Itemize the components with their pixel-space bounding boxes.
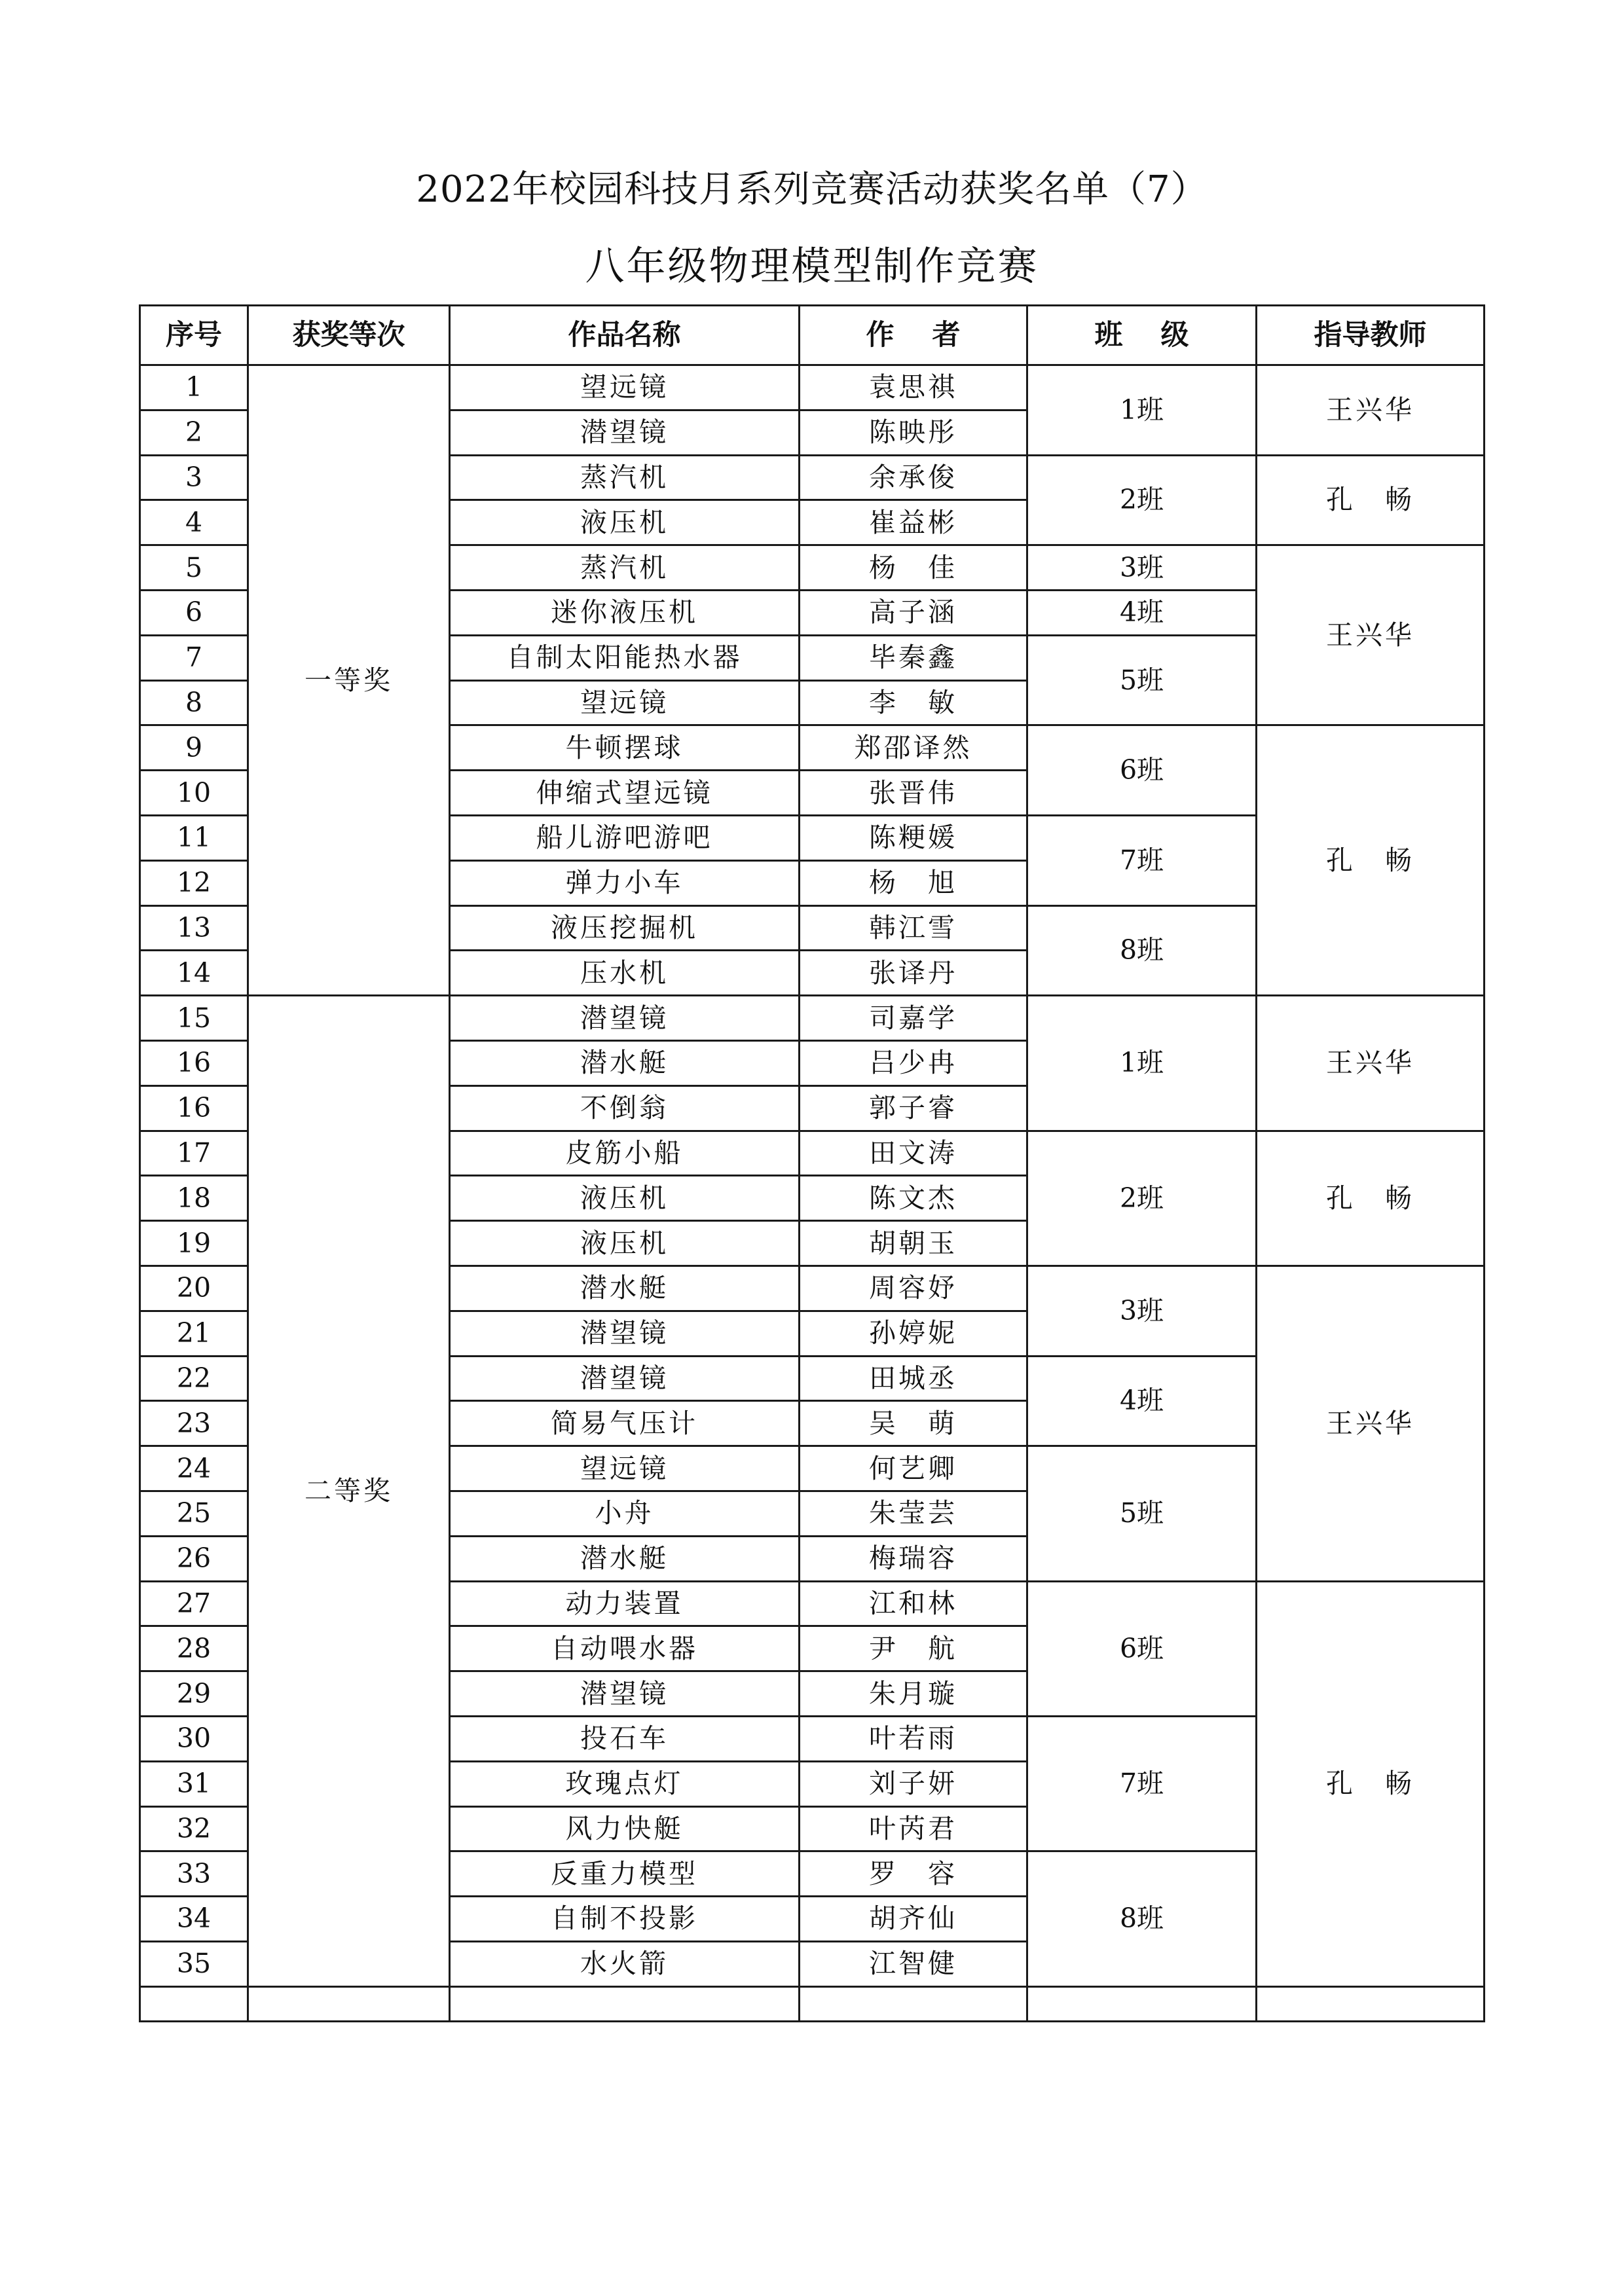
row-no: 6 — [140, 590, 248, 635]
work-name: 潜水艇 — [450, 1536, 800, 1581]
empty-cell — [140, 1986, 248, 2021]
row-no: 1 — [140, 365, 248, 410]
award-level-first: 一等奖 — [248, 365, 450, 996]
work-name: 动力装置 — [450, 1581, 800, 1626]
author-name: 张晋伟 — [800, 771, 1027, 816]
teacher-cell: 孔 畅 — [1257, 1131, 1485, 1266]
author-name: 陈粳媛 — [800, 815, 1027, 860]
work-name: 望远镜 — [450, 680, 800, 725]
award-table — [139, 304, 1485, 2022]
author-name: 罗 容 — [800, 1851, 1027, 1897]
work-name: 皮筋小船 — [450, 1131, 800, 1176]
author-name: 何艺卿 — [800, 1446, 1027, 1491]
row-no: 3 — [140, 455, 248, 500]
author-name: 陈映彤 — [800, 410, 1027, 455]
row-no: 23 — [140, 1401, 248, 1446]
row-no: 27 — [140, 1581, 248, 1626]
work-name: 简易气压计 — [450, 1401, 800, 1446]
empty-cell — [800, 1986, 1027, 2021]
header-teacher: 指导教师 — [1257, 306, 1485, 365]
author-name: 周容妤 — [800, 1266, 1027, 1311]
empty-row — [140, 1986, 1485, 2021]
author-name: 刘子妍 — [800, 1761, 1027, 1806]
row-no: 22 — [140, 1356, 248, 1401]
header-work: 作品名称 — [450, 306, 800, 365]
work-name: 不倒翁 — [450, 1085, 800, 1131]
author-name: 郭子睿 — [800, 1085, 1027, 1131]
author-name: 袁思祺 — [800, 365, 1027, 410]
work-name: 潜望镜 — [450, 1356, 800, 1401]
class-cell: 5班 — [1027, 635, 1257, 725]
class-cell: 2班 — [1027, 1131, 1257, 1266]
work-name: 小舟 — [450, 1491, 800, 1536]
author-name: 朱莹芸 — [800, 1491, 1027, 1536]
table-row — [140, 365, 1485, 410]
row-no: 21 — [140, 1311, 248, 1356]
teacher-cell: 王兴华 — [1257, 1266, 1485, 1581]
class-cell: 1班 — [1027, 996, 1257, 1131]
author-name: 司嘉学 — [800, 996, 1027, 1041]
row-no: 8 — [140, 680, 248, 725]
work-name: 玫瑰点灯 — [450, 1761, 800, 1806]
work-name: 液压机 — [450, 500, 800, 545]
work-name: 伸缩式望远镜 — [450, 771, 800, 816]
row-no: 14 — [140, 951, 248, 996]
row-no: 34 — [140, 1897, 248, 1942]
work-name: 水火箭 — [450, 1941, 800, 1986]
work-name: 潜望镜 — [450, 410, 800, 455]
class-cell: 7班 — [1027, 1716, 1257, 1851]
work-name: 风力快艇 — [450, 1806, 800, 1851]
row-no: 33 — [140, 1851, 248, 1897]
author-name: 孙婷妮 — [800, 1311, 1027, 1356]
row-no: 4 — [140, 500, 248, 545]
author-name: 朱月璇 — [800, 1671, 1027, 1717]
work-name: 自制不投影 — [450, 1897, 800, 1942]
teacher-cell: 王兴华 — [1257, 365, 1485, 456]
author-name: 高子涵 — [800, 590, 1027, 635]
row-no: 13 — [140, 905, 248, 951]
author-name: 张译丹 — [800, 951, 1027, 996]
class-cell: 3班 — [1027, 545, 1257, 591]
author-name: 李 敏 — [800, 680, 1027, 725]
class-cell: 8班 — [1027, 1851, 1257, 1986]
author-name: 田文涛 — [800, 1131, 1027, 1176]
row-no: 10 — [140, 771, 248, 816]
row-no: 30 — [140, 1716, 248, 1761]
class-cell: 5班 — [1027, 1446, 1257, 1581]
author-name: 杨 旭 — [800, 860, 1027, 905]
author-name: 陈文杰 — [800, 1176, 1027, 1221]
teacher-cell: 王兴华 — [1257, 996, 1485, 1131]
row-no: 29 — [140, 1671, 248, 1717]
table-row — [140, 996, 1485, 1041]
work-name: 自动喂水器 — [450, 1626, 800, 1671]
author-name: 江和林 — [800, 1581, 1027, 1626]
page-subtitle: 八年级物理模型制作竞赛 — [585, 244, 1039, 289]
award-level-second: 二等奖 — [248, 996, 450, 1987]
row-no: 28 — [140, 1626, 248, 1671]
author-name: 崔益彬 — [800, 500, 1027, 545]
empty-cell — [1027, 1986, 1257, 2021]
author-name: 田城丞 — [800, 1356, 1027, 1401]
author-name: 杨 佳 — [800, 545, 1027, 591]
work-name: 投石车 — [450, 1716, 800, 1761]
work-name: 潜望镜 — [450, 996, 800, 1041]
work-name: 潜望镜 — [450, 1671, 800, 1717]
class-cell: 8班 — [1027, 905, 1257, 996]
work-name: 蒸汽机 — [450, 455, 800, 500]
class-cell: 7班 — [1027, 815, 1257, 905]
work-name: 液压挖掘机 — [450, 905, 800, 951]
work-name: 潜水艇 — [450, 1266, 800, 1311]
header-class: 班 级 — [1027, 306, 1257, 365]
row-no: 31 — [140, 1761, 248, 1806]
author-name: 吴 萌 — [800, 1401, 1027, 1446]
author-name: 毕秦鑫 — [800, 635, 1027, 680]
author-name: 叶若雨 — [800, 1716, 1027, 1761]
teacher-cell: 孔 畅 — [1257, 1581, 1485, 1986]
class-cell: 4班 — [1027, 1356, 1257, 1446]
author-name: 尹 航 — [800, 1626, 1027, 1671]
row-no: 18 — [140, 1176, 248, 1221]
header-row — [140, 306, 1485, 365]
class-cell: 6班 — [1027, 1581, 1257, 1716]
author-name: 郑邵译然 — [800, 725, 1027, 771]
work-name: 潜望镜 — [450, 1311, 800, 1356]
row-no: 2 — [140, 410, 248, 455]
empty-cell — [450, 1986, 800, 2021]
row-no: 17 — [140, 1131, 248, 1176]
work-name: 压水机 — [450, 951, 800, 996]
class-cell: 3班 — [1027, 1266, 1257, 1356]
work-name: 反重力模型 — [450, 1851, 800, 1897]
work-name: 迷你液压机 — [450, 590, 800, 635]
work-name: 弹力小车 — [450, 860, 800, 905]
author-name: 韩江雪 — [800, 905, 1027, 951]
author-name: 吕少冉 — [800, 1040, 1027, 1085]
author-name: 余承俊 — [800, 455, 1027, 500]
row-no: 24 — [140, 1446, 248, 1491]
row-no: 26 — [140, 1536, 248, 1581]
author-name: 梅瑞容 — [800, 1536, 1027, 1581]
row-no: 9 — [140, 725, 248, 771]
row-no: 20 — [140, 1266, 248, 1311]
row-no: 15 — [140, 996, 248, 1041]
author-name: 胡朝玉 — [800, 1221, 1027, 1266]
work-name: 液压机 — [450, 1176, 800, 1221]
teacher-cell: 孔 畅 — [1257, 455, 1485, 545]
row-no: 5 — [140, 545, 248, 591]
row-no: 11 — [140, 815, 248, 860]
teacher-cell: 王兴华 — [1257, 545, 1485, 725]
author-name: 胡齐仙 — [800, 1897, 1027, 1942]
class-cell: 1班 — [1027, 365, 1257, 456]
row-no: 25 — [140, 1491, 248, 1536]
work-name: 自制太阳能热水器 — [450, 635, 800, 680]
row-no: 16 — [140, 1040, 248, 1085]
empty-cell — [1257, 1986, 1485, 2021]
empty-cell — [248, 1986, 450, 2021]
work-name: 望远镜 — [450, 1446, 800, 1491]
work-name: 牛顿摆球 — [450, 725, 800, 771]
teacher-cell: 孔 畅 — [1257, 725, 1485, 996]
work-name: 液压机 — [450, 1221, 800, 1266]
row-no: 35 — [140, 1941, 248, 1986]
row-no: 12 — [140, 860, 248, 905]
header-no: 序号 — [140, 306, 248, 365]
row-no: 32 — [140, 1806, 248, 1851]
header-award: 获奖等次 — [248, 306, 450, 365]
header-author: 作 者 — [800, 306, 1027, 365]
row-no: 16 — [140, 1085, 248, 1131]
class-cell: 4班 — [1027, 590, 1257, 635]
work-name: 望远镜 — [450, 365, 800, 410]
work-name: 潜水艇 — [450, 1040, 800, 1085]
work-name: 船儿游吧游吧 — [450, 815, 800, 860]
author-name: 江智健 — [800, 1941, 1027, 1986]
row-no: 7 — [140, 635, 248, 680]
page-title: 2022年校园科技月系列竞赛活动获奖名单（7） — [416, 168, 1208, 211]
work-name: 蒸汽机 — [450, 545, 800, 591]
row-no: 19 — [140, 1221, 248, 1266]
class-cell: 2班 — [1027, 455, 1257, 545]
class-cell: 6班 — [1027, 725, 1257, 816]
author-name: 叶芮君 — [800, 1806, 1027, 1851]
